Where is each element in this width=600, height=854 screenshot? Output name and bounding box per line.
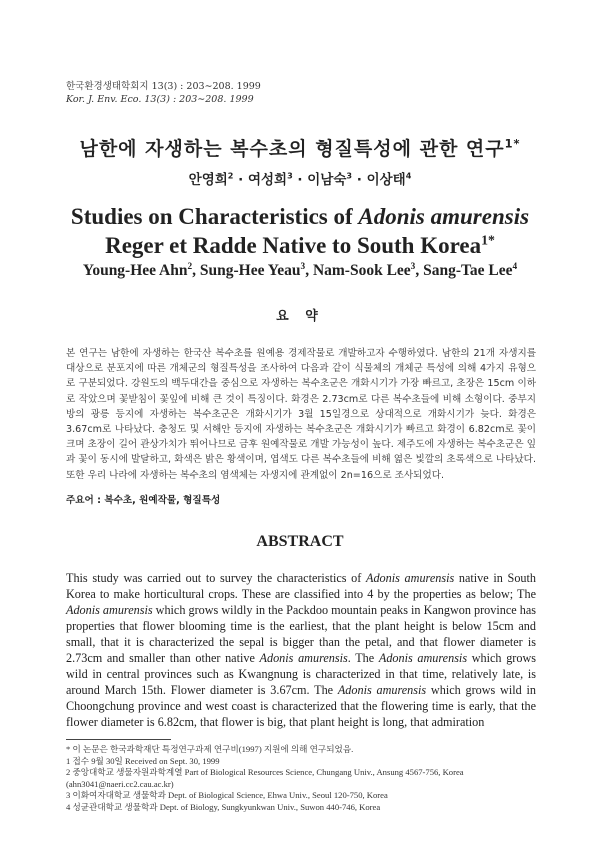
abstract-text: which grows wild in central provinces such as Kwangnung is characterized in that time, relatively late, is around March 15th. Flower diameter is 3.67cm. The [66, 651, 536, 697]
author-en: Young-Hee Ahn$^2$ [82, 261, 193, 279]
author-ko: 이상태$^4$ [366, 170, 412, 188]
author-ko: 안영희$^2$ [188, 170, 234, 188]
authors-korean [0, 168, 600, 188]
journal-header [66, 80, 261, 106]
author-en: Nam-Sook Lee$^3$ [312, 261, 416, 279]
abstract-text: native in South Korea to make horticultural crops. These are classified into 4 by the properties as below; The [66, 571, 536, 601]
abstract-heading: ABSTRACT [256, 533, 344, 550]
authors-english: Young-Hee Ahn$^2$, Sung-Hee Yeau$^3$, Nam-Sook Lee$^3$, Sang-Tae Lee$^4$ [82, 261, 518, 279]
footnotes [66, 744, 546, 814]
title-korean-text: 남한에 자생하는 복수초의 형질특성에 관한 연구 [79, 138, 505, 160]
korean-abstract-heading: 요 약 [276, 309, 324, 324]
title-english-line1: Studies on Characteristics of Adonis amurensis [70, 204, 530, 229]
abstract-text: which grows wild in Choongchung province and west coast is characterized that the flowering time is early, that the flower diameter is 6.82cm, that flower is big, that plant height is long, that admiration [66, 683, 536, 729]
author-en: Sung-Hee Yeau$^3$ [199, 261, 306, 279]
title-korean-footnote-mark: 1* [504, 136, 521, 151]
journal-citation-ko: 한국환경생태학회지 13(3) : 203∼208. 1999 [66, 81, 261, 92]
abstract-text: . The [347, 651, 379, 665]
author-ko: 여성희$^3$ [247, 170, 293, 188]
species-name: Adonis amurensis [366, 571, 455, 585]
species-name: Adonis amurensis [337, 683, 427, 697]
footnote-line: * 이 논문은 한국과학재단 특정연구과제 연구비(1997) 지원에 의해 연구되었음. [66, 744, 354, 754]
species-name: Adonis amurensis [378, 651, 468, 665]
title-english [0, 202, 600, 260]
abstract-text: which grows wildly in the Packdoo mountain peaks in Kangwon province has properties that flower blooming time is the earliest, that the plant height is below 15cm and small, that it is characterized the sepal is bigger than the petal, and that flower diameter is 2.73cm and smaller than other native [66, 603, 536, 665]
english-abstract-body [66, 570, 536, 730]
footnote-line: 3 이화여자대학교 생물학과 Dept. of Biological Science, Ehwa Univ., Seoul 120-750, Korea [66, 790, 388, 801]
title-korean [0, 134, 600, 161]
korean-abstract-body: 본 연구는 남한에 자생하는 한국산 복수초를 원예용 경제작물로 개발하고자 수행하였다. 남한의 21개 자생지를 대상으로 분포지에 따른 개체군의 형질특성을 조사하여 다음과 같이 식물체의 개체군 특성에 의해 4가지 유형으로 구분되었다. 강원도의 백두대간을 중심으로 자생하는 복수초군은 개화시기가 가장 빠르고, 초장은 15cm 이하로 작았으며 꽃받침이 꽃잎에 비해 큰 것이 특징이다. 화경은 2.73cm로 다른 복수초들에 비해 소형이다. 중부지방의 광릉 등지에 자생하는 복수초군은 개화시기가 3월 15일경으로 상대적으로 개화시기가 늦다. 화경은 3.67cm로 나타났다. 충청도 및 서해안 등지에 자생하는 복수초군은 개화시기가 빠르고 화경이 6.82cm로 꽃이 크며 초장이 길어 관상가치가 뛰어나므로 금후 원예작물로 개발 가능성이 높다. 제주도에 자생하는 복수초군은 잎과 꽃이 동시에 발달하고, 화색은 밝은 황색이며, 엽색도 다른 복수초들에 비해 엷은 빛깔의 초록색으로 나타났다. 또한 우리 나라에 자생하는 복수초의 염색체는 자생지에 관계없이 2n=16으로 조사되었다. [66, 348, 536, 481]
species-name: Adonis amurensis [259, 651, 348, 665]
keywords: 주요어 : 복수초, 원예작물, 형질특성 [66, 495, 221, 506]
abstract-text: This study was carried out to survey the characteristics of [66, 571, 367, 585]
author-separator: · [352, 172, 367, 188]
species-name: Adonis amurensis [66, 603, 153, 617]
author-separator: · [292, 172, 308, 188]
footnote-line: 1 접수 9월 30일 Received on Sept. 30, 1999 [66, 755, 220, 766]
author-en: Sang-Tae Lee$^4$ [423, 261, 518, 279]
author-separator: · [233, 172, 248, 188]
author-ko: 이남숙$^3$ [307, 170, 353, 188]
footnote-divider [66, 739, 171, 740]
journal-citation-en: Kor. J. Env. Eco. 13(3) : 203∼208. 1999 [66, 94, 254, 105]
title-english-line2: Reger et Radde Native to South Korea$^{1*}$ [105, 232, 495, 258]
footnote-line: 4 성균관대학교 생물학과 Dept. of Biology, Sungkyunkwan Univ., Suwon 440-746, Korea [66, 801, 381, 812]
footnote-line: 2 중앙대학교 생물자원과학계열 Part of Biological Resources Science, Chungang Univ., Ansung 4567-756, Korea [66, 767, 464, 778]
footnote-line: (ahn3041@naeri.cc2.cau.ac.kr) [66, 778, 174, 789]
